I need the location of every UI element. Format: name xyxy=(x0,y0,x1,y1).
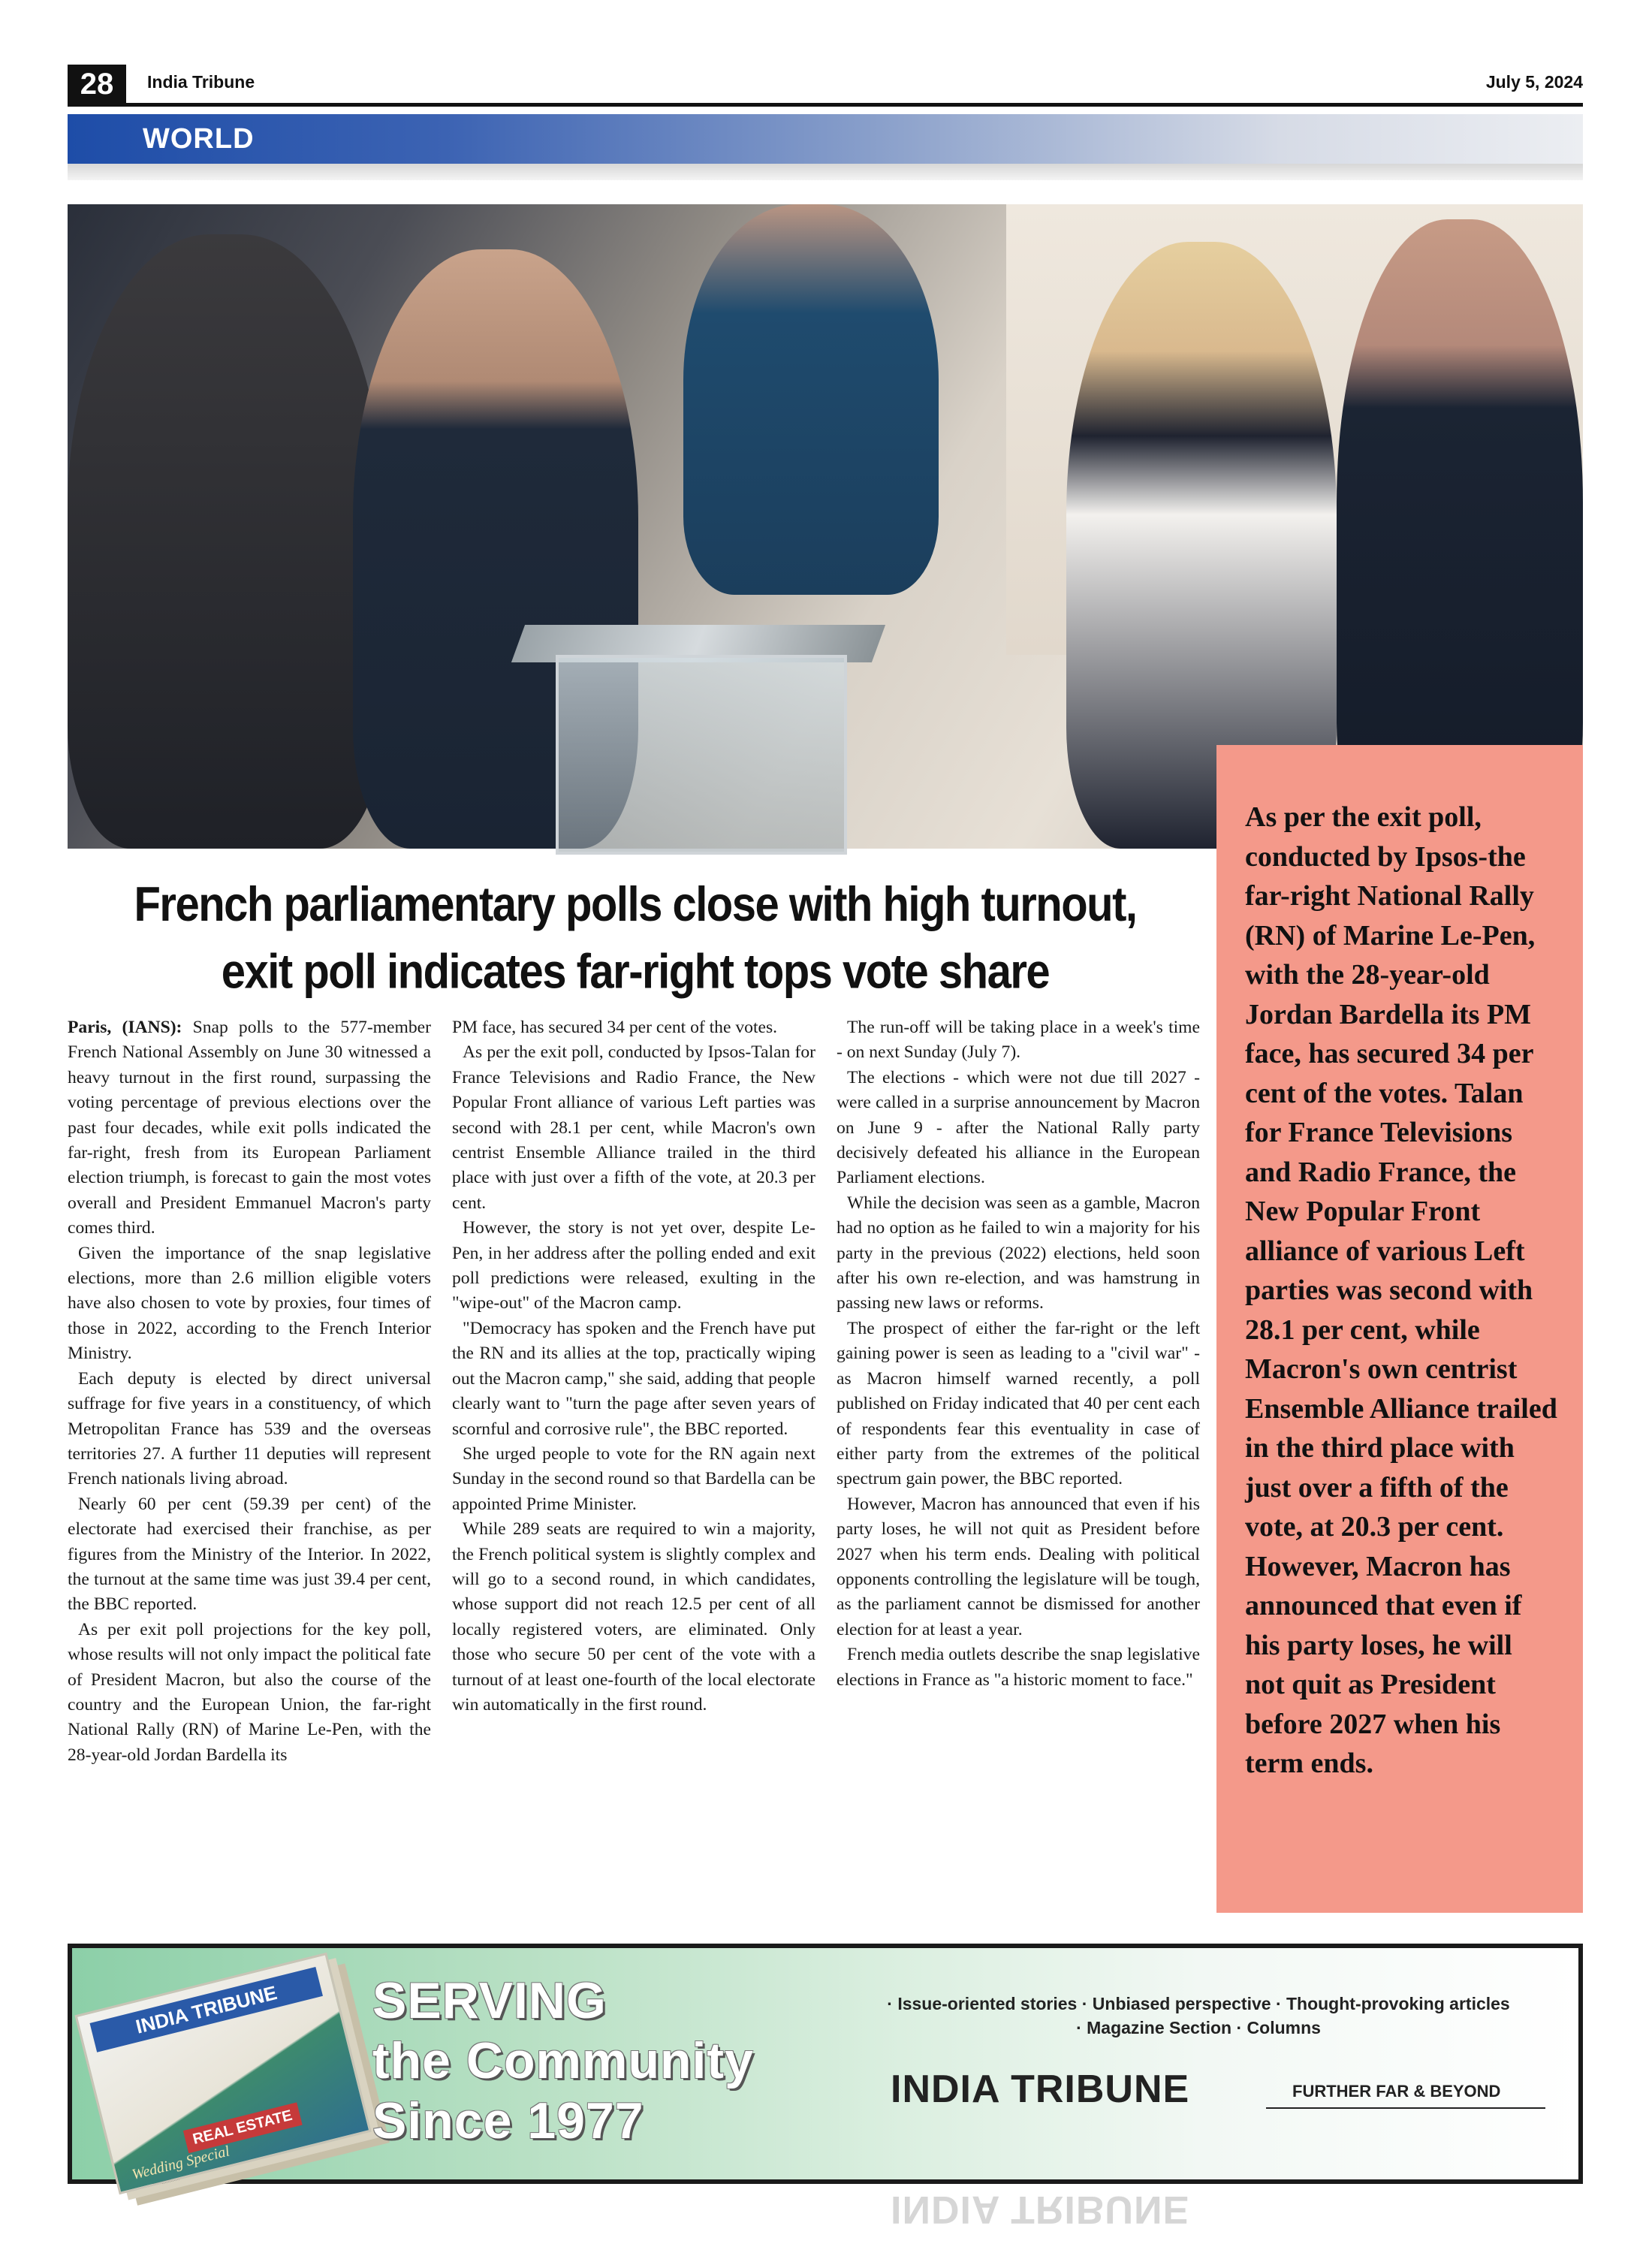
section-band xyxy=(68,114,1583,164)
ad-serving-slogan xyxy=(372,1971,754,2151)
magazine-cover-image xyxy=(74,1953,371,2194)
section-label: WORLD xyxy=(143,123,255,155)
pull-quote-box xyxy=(1216,745,1583,1913)
photo-figure-left xyxy=(68,234,383,849)
features-line-1: · Issue-oriented stories · Unbiased perspective · Thought-provoking articles xyxy=(887,1994,1510,2013)
header-rule xyxy=(68,103,1583,107)
slogan-line-2: the Community xyxy=(372,2032,754,2089)
article-paragraph: Each deputy is elected by direct universal suffrage for five years in a constituency, of which Metropolitan France has 539 and the overseas territories 27. A further 11 deputies will represent French nationals living abroad. xyxy=(68,1368,431,1489)
pull-quote-text: As per the exit poll, conducted by Ipsos-the far-right National Rally (RN) of Marine Le-Pen, with the 28-year-old Jordan Bardella its PM face, has secured 34 per cent of the votes. Talan for France Televisions and Radio France, the New Popular Front alliance of various Left parties was second with 28.1 per cent, while Macron's own centrist Ensemble Alliance trailed in the third place with just over a fifth of the vote, at 20.3 per cent. However, Macron has announced that even if his party loses, he will not quit as President before 2027 when his term ends. xyxy=(1245,801,1557,1779)
article-paragraph: While the decision was seen as a gamble, Macron had no option as he failed to win a majority for his party in the previous (2022) elections, held soon after his own re-election, and was hamstrung in passing new laws or reforms. xyxy=(837,1193,1200,1313)
page-number: 28 xyxy=(68,65,126,104)
article-paragraph: PM face, has secured 34 per cent of the votes. xyxy=(452,1018,778,1037)
ad-brand-reflection: INDIA TRIBUNE xyxy=(891,2188,1190,2231)
lead-paragraph-text: Snap polls to the 577-member French National Assembly on June 30 witnessed a heavy turnout in the first round, surpassing the voting percentage of previous elections over the past four decades, while exit polls indicated the far-right, fresh from its European Parliament election triumph, is forecast to gain the most votes overall and President Emmanuel Macron's party comes third. xyxy=(68,1018,431,1238)
dateline: Paris, (IANS): xyxy=(68,1018,182,1037)
issue-date: July 5, 2024 xyxy=(1485,72,1583,92)
article-column-3 xyxy=(837,1015,1200,1693)
photo-figure-photographer xyxy=(683,204,939,595)
slogan-line-1: SERVING xyxy=(372,1972,607,2029)
article-paragraph: The prospect of either the far-right or the left gaining power is seen as leading to a "civil war" - as Macron himself warned recently, a poll published on Friday indicated that 40 per cent each of respondents fear this eventuality in case of either party from the extremes of the political spectrum gain power, the BBC reported. xyxy=(837,1318,1200,1489)
magazine-masthead: INDIA TRIBUNE xyxy=(90,1967,323,2052)
article-paragraph: She urged people to vote for the RN again next Sunday in the second round so that Bardella can be appointed Prime Minister. xyxy=(452,1443,815,1514)
article-paragraph: However, the story is not yet over, despite Le-Pen, in her address after the polling ended and exit poll predictions were released, exulting in the "wipe-out" of the Macron camp. xyxy=(452,1218,815,1313)
ad-features-list xyxy=(823,1992,1574,2040)
article-paragraph: Given the importance of the snap legislative elections, more than 2.6 million eligible voters have also chosen to vote by proxies, four times of those in 2022, according to the French Interior Ministry. xyxy=(68,1243,431,1364)
article-paragraph xyxy=(68,1015,431,1241)
ad-tagline: FURTHER FAR & BEYOND xyxy=(1292,2082,1501,2101)
article-column-2 xyxy=(452,1015,815,1718)
publication-name: India Tribune xyxy=(147,72,255,92)
article-paragraph: French media outlets describe the snap legislative elections in France as "a historic moment to face." xyxy=(837,1645,1200,1690)
ballot-box xyxy=(556,655,847,855)
magazine-wedding-tag: Wedding Special xyxy=(130,2143,231,2183)
article-paragraph: However, Macron has announced that even if his party loses, he will not quit as President before 2027 when his term ends. Dealing with political opponents controlling the legislature will be tough, as the parliament cannot be dismissed for another election for at least a year. xyxy=(837,1494,1200,1639)
features-line-2: · Magazine Section · Columns xyxy=(1076,2018,1321,2037)
magazine-real-estate-tag: REAL ESTATE xyxy=(183,2102,302,2153)
headline-line-1: French parliamentary polls close with high turnout, xyxy=(134,876,1137,932)
section-divider xyxy=(68,164,1583,180)
article-paragraph: "Democracy has spoken and the French have put the RN and its allies at the top, practically wiping out the Macron camp," she said, adding that people clearly want to "turn the page after seven years of scornful and corrosive rule", the BBC reported. xyxy=(452,1318,815,1439)
article-paragraph: Nearly 60 per cent (59.39 per cent) of the electorate had exercised their franchise, as per figures from the Ministry of the Interior. In 2022, the turnout at the same time was just 39.4 per cent, the BBC reported. xyxy=(68,1494,431,1615)
article-paragraph: The elections - which were not due till 2027 - were called in a surprise announcement by Macron on June 9 - after the National Rally party decisively defeated his alliance in the European Parliament elections. xyxy=(837,1067,1200,1188)
ad-brand-rule xyxy=(1266,2107,1545,2109)
article-column-1 xyxy=(68,1015,431,1768)
article-paragraph: As per the exit poll, conducted by Ipsos-Talan for France Televisions and Radio France, the New Popular Front alliance of various Left parties was second with 28.1 per cent, while Macron's own centrist Ensemble Alliance trailed in the third place with just over a fifth of the vote, at 20.3 per cent. xyxy=(452,1042,815,1213)
article-headline xyxy=(68,871,1203,1006)
slogan-line-3: Since 1977 xyxy=(372,2092,644,2149)
house-ad-banner[interactable] xyxy=(68,1944,1583,2231)
article-paragraph: The run-off will be taking place in a week's time - on next Sunday (July 7). xyxy=(837,1018,1200,1063)
article-paragraph: As per exit poll projections for the key poll, whose results will not only impact the political fate of President Macron, but also the course of the country and the European Union, the far-right National Rally (RN) of Marine Le-Pen, with the 28-year-old Jordan Bardella its xyxy=(68,1619,431,1765)
headline-line-2: exit poll indicates far-right tops vote share xyxy=(221,944,1050,1000)
article-paragraph: While 289 seats are required to win a majority, the French political system is slightly complex and will go to a second round, in which candidates, whose support did not reach 12.5 per cent of all locally registered voters, are eliminated. Only those who secure 50 per cent of the vote with a turnout of at least one-fourth of the local electorate win automatically in the first round. xyxy=(452,1519,815,1715)
ad-brand-logo: INDIA TRIBUNE xyxy=(891,2068,1190,2111)
